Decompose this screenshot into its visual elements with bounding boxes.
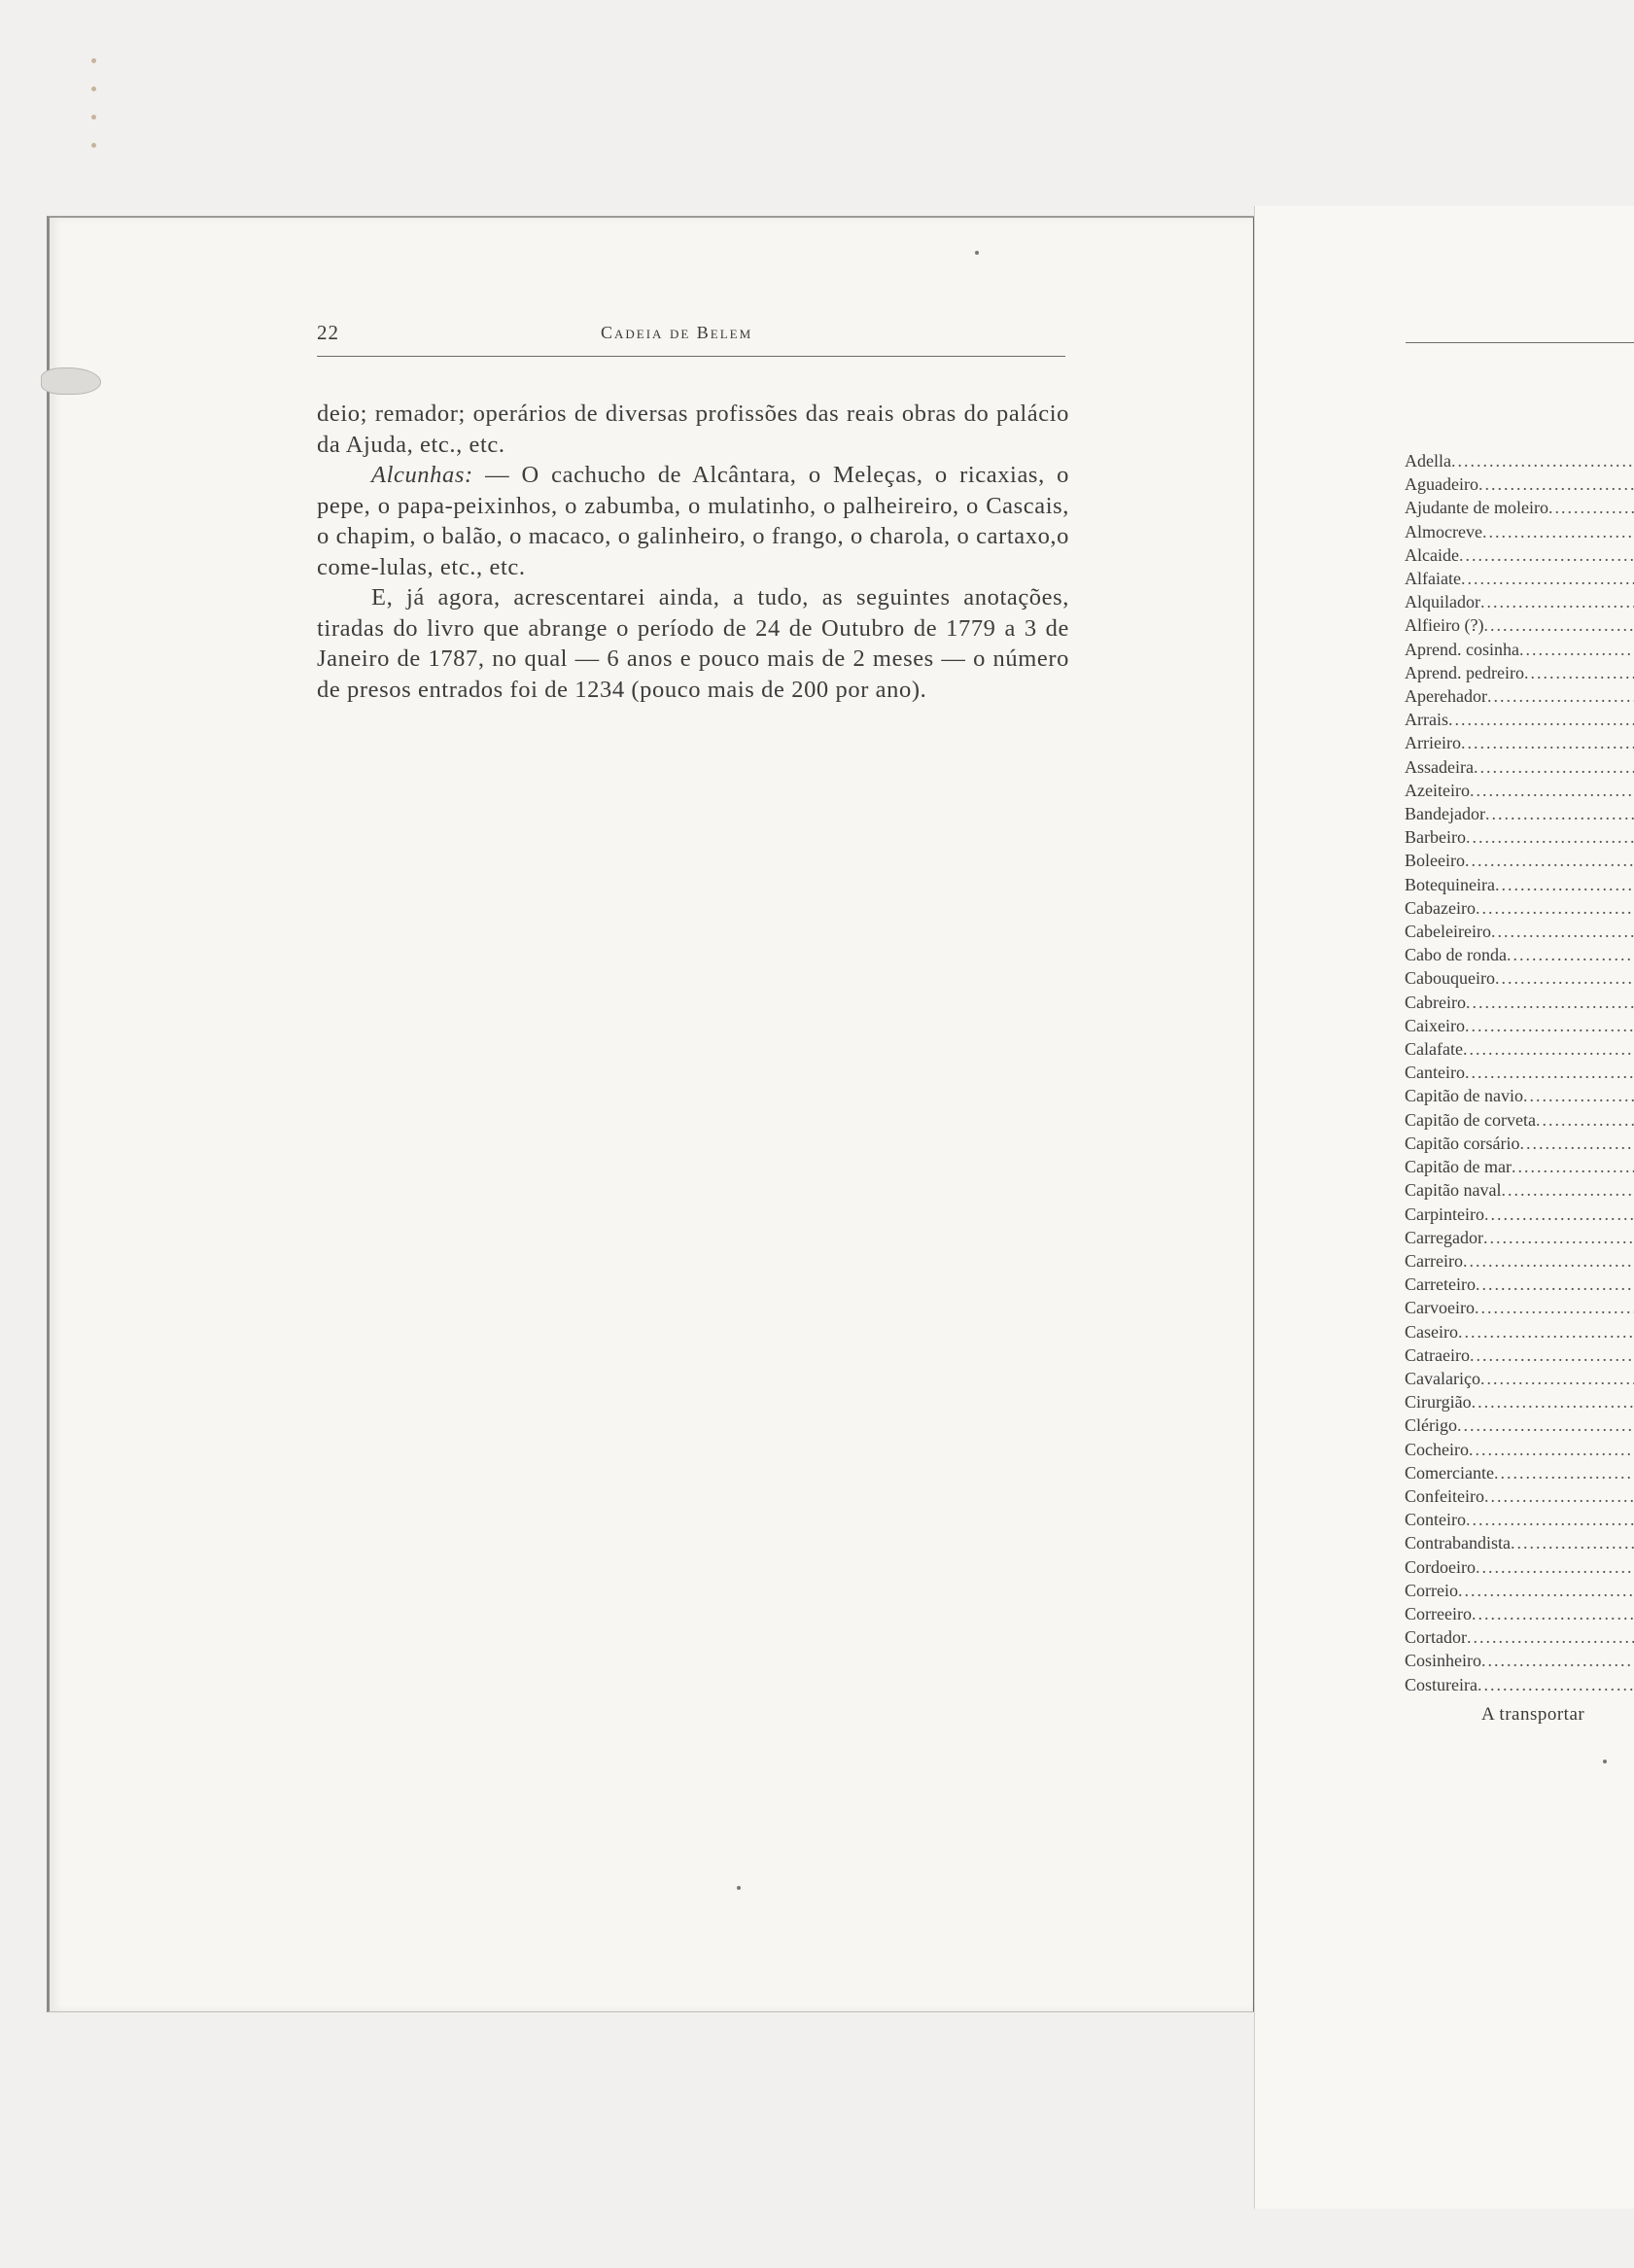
list-item-label: Capitão de corveta [1405, 1109, 1536, 1130]
list-item [1405, 1413, 1634, 1437]
list-item [1405, 825, 1634, 849]
list-item [1405, 661, 1634, 684]
transport-label: A transportar [1481, 1704, 1585, 1725]
list-item [1405, 1249, 1634, 1273]
leader-dots [1507, 943, 1634, 966]
leader-dots [1482, 520, 1634, 543]
list-item [1405, 991, 1634, 1014]
leader-dots [1465, 1061, 1634, 1084]
leader-dots [1472, 1390, 1634, 1413]
leader-dots [1523, 1084, 1634, 1107]
leader-dots [1475, 1296, 1634, 1319]
list-item [1405, 1014, 1634, 1037]
leader-dots [1470, 779, 1634, 802]
list-item [1405, 873, 1634, 896]
speck [91, 87, 96, 91]
list-item [1405, 684, 1634, 708]
list-item-label: Contrabandista [1405, 1533, 1511, 1553]
list-item [1405, 472, 1634, 496]
list-item [1405, 802, 1634, 825]
list-item-label: Catraeiro [1405, 1344, 1470, 1365]
leader-dots [1480, 590, 1634, 613]
leader-dots [1476, 1555, 1634, 1579]
list-item-label: Cabouqueiro [1405, 968, 1495, 989]
leader-dots [1485, 802, 1634, 825]
list-item-label: Calafate [1405, 1039, 1463, 1060]
right-header-rule [1406, 342, 1634, 343]
header-rule [317, 356, 1065, 357]
list-item [1405, 1132, 1634, 1155]
list-item [1405, 920, 1634, 943]
list-item [1405, 543, 1634, 567]
list-item-label: Cocheiro [1405, 1439, 1469, 1459]
list-item [1405, 1273, 1634, 1296]
speck [975, 251, 979, 255]
list-item [1405, 1531, 1634, 1554]
list-item-label: Alfaiate [1405, 569, 1461, 589]
leader-dots [1465, 1014, 1634, 1037]
leader-dots [1487, 684, 1634, 708]
leader-dots [1478, 1673, 1634, 1696]
list-item [1405, 1061, 1634, 1084]
list-item [1405, 496, 1634, 519]
list-item [1405, 1155, 1634, 1178]
leader-dots [1472, 1602, 1634, 1625]
list-item-label: Alcaide [1405, 544, 1459, 565]
list-item-label: Assadeira [1405, 756, 1474, 777]
margin-specks [86, 58, 105, 185]
list-item [1405, 896, 1634, 920]
leader-dots [1470, 1343, 1634, 1367]
list-item [1405, 779, 1634, 802]
leader-dots [1494, 1461, 1634, 1484]
leader-dots [1463, 1037, 1634, 1061]
list-item [1405, 638, 1634, 661]
leader-dots [1457, 1413, 1634, 1437]
occupation-list [1405, 449, 1634, 1696]
list-item-label: Carvoeiro [1405, 1298, 1475, 1318]
leader-dots [1466, 991, 1634, 1014]
list-item [1405, 1320, 1634, 1343]
leader-dots [1476, 1273, 1634, 1296]
list-item [1405, 1390, 1634, 1413]
list-item [1405, 943, 1634, 966]
list-item [1405, 1673, 1634, 1696]
list-item-label: Correio [1405, 1580, 1458, 1600]
list-item-label: Aperehador [1405, 686, 1487, 707]
list-item-label: Cavalariço [1405, 1368, 1480, 1388]
leader-dots [1536, 1108, 1634, 1132]
list-item [1405, 1625, 1634, 1649]
running-head [317, 321, 1065, 360]
leader-dots [1459, 543, 1634, 567]
leader-dots [1467, 1625, 1634, 1649]
leader-dots [1458, 1320, 1634, 1343]
list-item-label: Cosinheiro [1405, 1651, 1481, 1671]
list-item-label: Cabreiro [1405, 992, 1466, 1012]
list-item [1405, 849, 1634, 872]
speck [91, 115, 96, 120]
list-item [1405, 1438, 1634, 1461]
speck [737, 1886, 741, 1890]
leader-dots [1465, 849, 1634, 872]
speck [1603, 1760, 1607, 1763]
paragraph [317, 460, 1069, 582]
list-item-label: Alquilador [1405, 592, 1480, 612]
leader-dots [1466, 1508, 1634, 1531]
list-item [1405, 1108, 1634, 1132]
leader-dots [1484, 1484, 1634, 1508]
list-item-label: Alfieiro (?) [1405, 615, 1484, 636]
list-item [1405, 1037, 1634, 1061]
leader-dots [1524, 661, 1634, 684]
paper-tear [41, 367, 101, 395]
list-item-label: Cabeleireiro [1405, 922, 1491, 942]
list-item-label: Aprend. pedreiro [1405, 662, 1524, 682]
list-item-label: Cirurgião [1405, 1392, 1472, 1413]
leader-dots [1491, 920, 1634, 943]
paragraph: E, já agora, acrescentarei ainda, a tudo, as seguintes anotações, tiradas do livro que abrange o período de 24 de Outubro de 1779 a 3 de Janeiro de 1787, no qual — 6 anos e pouco mais de 2 meses — o número de presos entrados foi de 1234 (pouco mais de 200 por ano). [317, 584, 1069, 703]
leader-dots [1512, 1155, 1634, 1178]
list-item [1405, 731, 1634, 754]
leader-dots [1483, 1226, 1634, 1249]
leader-dots [1466, 825, 1634, 849]
list-item-label: Arrais [1405, 710, 1448, 730]
list-item-label: Cabo de ronda [1405, 945, 1507, 965]
list-item [1405, 755, 1634, 779]
leader-dots [1448, 708, 1634, 731]
list-item [1405, 1343, 1634, 1367]
leader-dots [1511, 1531, 1634, 1554]
list-item [1405, 1484, 1634, 1508]
page-number: 22 [317, 321, 339, 344]
list-item-label: Caixeiro [1405, 1015, 1465, 1035]
running-title: Cadeia de Belem [601, 323, 753, 342]
list-item [1405, 613, 1634, 637]
leader-dots [1461, 567, 1634, 590]
list-item-label: Boleeiro [1405, 851, 1465, 871]
list-item-label: Aguadeiro [1405, 474, 1478, 495]
list-item [1405, 1084, 1634, 1107]
leader-dots [1469, 1438, 1634, 1461]
leader-dots [1548, 496, 1634, 519]
list-item-label: Ajudante de moleiro [1405, 498, 1548, 518]
leader-dots [1458, 1579, 1634, 1602]
list-item [1405, 1178, 1634, 1202]
leader-dots [1451, 449, 1634, 472]
list-item-label: Carpinteiro [1405, 1204, 1484, 1224]
list-item-label: Capitão de mar [1405, 1157, 1512, 1177]
list-item [1405, 1555, 1634, 1579]
list-item-label: Clérigo [1405, 1415, 1457, 1436]
leader-dots [1461, 731, 1634, 754]
list-item-label: Botequineira [1405, 874, 1495, 894]
leader-dots [1474, 755, 1634, 779]
list-item [1405, 567, 1634, 590]
leader-dots [1484, 1203, 1634, 1226]
list-item [1405, 590, 1634, 613]
list-item-label: Almocreve [1405, 521, 1482, 541]
list-item [1405, 1296, 1634, 1319]
list-item [1405, 1508, 1634, 1531]
list-item-label: Correeiro [1405, 1603, 1472, 1623]
list-item [1405, 449, 1634, 472]
list-item-label: Costureira [1405, 1674, 1478, 1694]
list-item-label: Aprend. cosinha [1405, 639, 1519, 659]
list-item-label: Cordoeiro [1405, 1556, 1476, 1577]
leader-dots [1519, 638, 1634, 661]
list-item-label: Capitão naval [1405, 1180, 1502, 1201]
list-item [1405, 1579, 1634, 1602]
list-item-label: Cortador [1405, 1627, 1467, 1648]
leader-dots [1495, 873, 1634, 896]
list-item-label: Bandejador [1405, 804, 1485, 824]
leader-dots [1501, 1178, 1634, 1202]
speck [91, 143, 96, 148]
leader-dots [1519, 1132, 1634, 1155]
body-text [317, 399, 1069, 705]
list-item-label: Capitão corsário [1405, 1133, 1520, 1153]
list-item [1405, 1649, 1634, 1672]
list-item-label: Carregador [1405, 1227, 1483, 1247]
list-item-label: Cabazeiro [1405, 897, 1476, 918]
leader-dots [1463, 1249, 1634, 1273]
leader-dots [1481, 1649, 1634, 1672]
list-item-label: Barbeiro [1405, 827, 1466, 848]
alcunhas-text: — O cachucho de Alcântara, o Meleças, o ricaxias, o pepe, o papa-peixinhos, o zabumba, o mulatinho, o palheireiro, o Cascais, o chapim, o balão, o macaco, o galinheiro, o frango, o charola, o cartaxo,o come-lulas, etc., etc. [317, 462, 1069, 580]
list-item-label: Canteiro [1405, 1063, 1465, 1083]
list-item [1405, 1203, 1634, 1226]
alcunhas-label: Alcunhas: [371, 462, 473, 488]
list-item-label: Azeiteiro [1405, 780, 1470, 800]
list-item-label: Comerciante [1405, 1462, 1494, 1483]
list-item [1405, 966, 1634, 990]
leader-dots [1478, 472, 1634, 496]
list-item-label: Confeiteiro [1405, 1485, 1484, 1506]
list-item-label: Carreteiro [1405, 1274, 1476, 1295]
list-item-label: Caseiro [1405, 1321, 1458, 1342]
list-item [1405, 1226, 1634, 1249]
list-item [1405, 520, 1634, 543]
list-item-label: Arrieiro [1405, 733, 1461, 753]
list-item-label: Adella [1405, 451, 1451, 471]
leader-dots [1483, 613, 1634, 637]
list-item-label: Conteiro [1405, 1510, 1466, 1530]
leader-dots [1476, 896, 1634, 920]
leader-dots [1480, 1367, 1634, 1390]
speck [91, 58, 96, 63]
list-item-label: Carreiro [1405, 1250, 1463, 1271]
leader-dots [1495, 966, 1634, 990]
list-item [1405, 1602, 1634, 1625]
list-item-label: Capitão de navio [1405, 1086, 1523, 1106]
list-item [1405, 1461, 1634, 1484]
list-item [1405, 708, 1634, 731]
list-item [1405, 1367, 1634, 1390]
paragraph: deio; remador; operários de diversas profissões das reais obras do palácio da Ajuda, etc., etc. [317, 401, 1069, 458]
